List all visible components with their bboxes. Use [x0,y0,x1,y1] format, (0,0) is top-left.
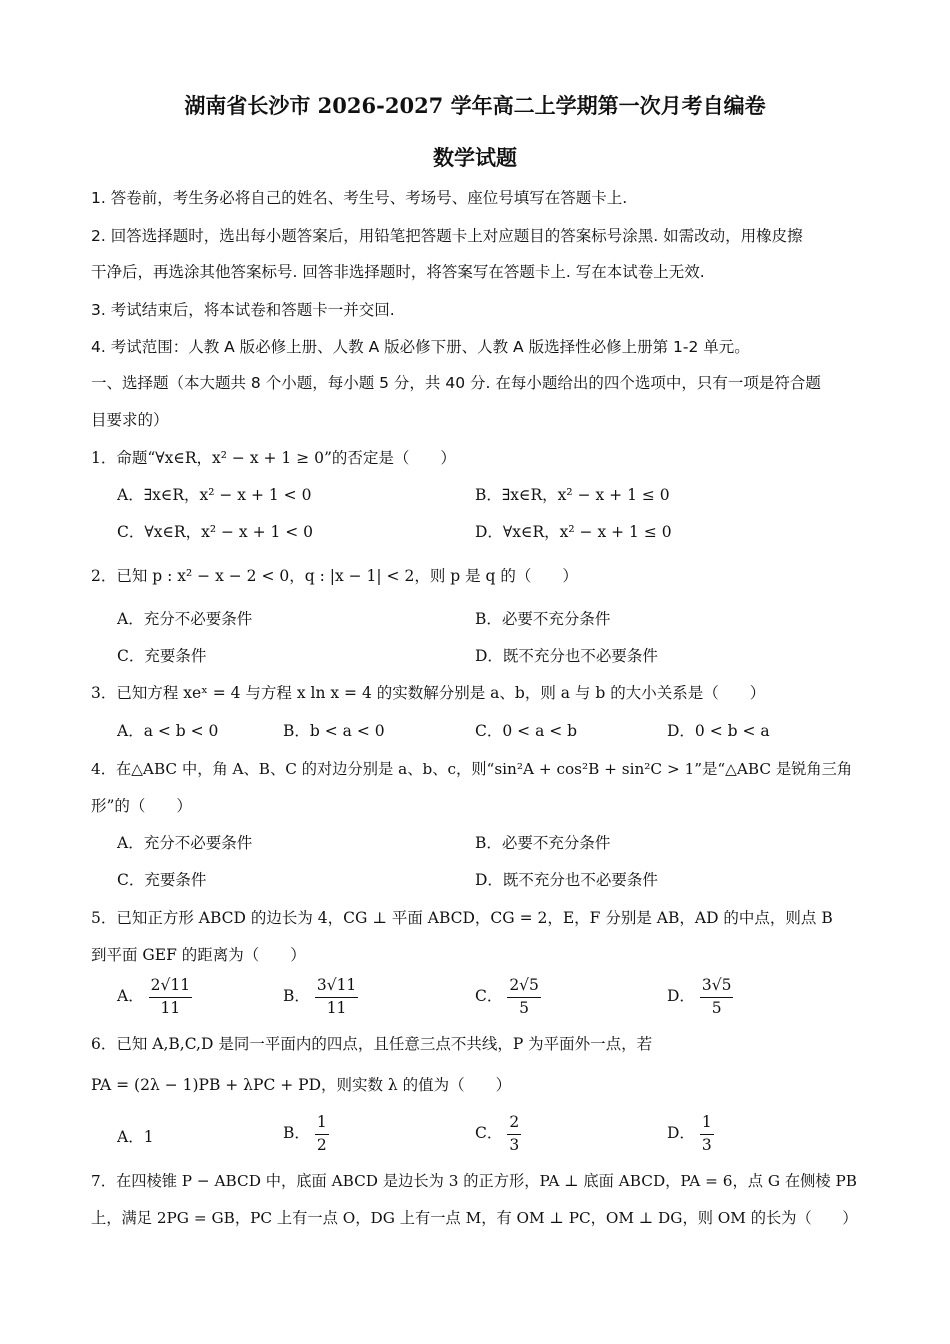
question-3-option-b[interactable]: B．b < a < 0 [283,722,385,740]
fraction-numerator: 2 [507,1115,521,1135]
fraction [507,1115,521,1153]
fraction [700,978,734,1016]
option-label: D． [667,1124,695,1142]
question-1-option-a[interactable]: A．∃x∈R，x² − x + 1 < 0 [117,486,312,504]
question-1-stem: 1．命题“∀x∈R，x² − x + 1 ≥ 0”的否定是（ ） [91,449,456,467]
question-2-option-c[interactable]: C．充要条件 [117,647,207,665]
question-1-option-c[interactable]: C．∀x∈R，x² − x + 1 < 0 [117,523,314,541]
note-3: 3. 考试结束后，将本试卷和答题卡一并交回. [91,301,395,319]
question-3-option-c[interactable]: C．0 < a < b [475,722,578,740]
question-5-option-c[interactable] [475,978,541,1016]
fraction [507,978,541,1016]
fraction-numerator: 3√5 [700,978,734,998]
question-6-option-a[interactable]: A．1 [117,1128,154,1146]
question-5-option-b[interactable] [283,978,358,1016]
question-4-option-d[interactable]: D．既不充分也不必要条件 [475,871,658,889]
question-4-stem-cont: 形”的（ ） [91,797,192,815]
question-6-option-c[interactable] [475,1115,521,1153]
question-3-option-d[interactable]: D．0 < b < a [667,722,770,740]
section-heading-cont: 目要求的） [91,411,169,429]
page-title: 湖南省长沙市 2026-2027 学年高二上学期第一次月考自编卷 [184,93,766,118]
note-2: 2. 回答选择题时，选出每小题答案后，用铅笔把答题卡上对应题目的答案标号涂黑. 如需改动，用橡皮擦 [91,227,803,245]
question-6-stem-cont: PA = (2λ − 1)PB + λPC + PD，则实数 λ 的值为（ ） [91,1076,512,1094]
question-6-option-b[interactable] [283,1115,329,1153]
question-5-stem-cont: 到平面 GEF 的距离为（ ） [91,946,306,964]
question-6-stem: 6．已知 A,B,C,D 是同一平面内的四点，且任意三点不共线，P 为平面外一点，若 [91,1035,653,1053]
fraction-numerator: 2√11 [149,978,192,998]
question-7-stem-cont: 上，满足 2PG = GB，PC 上有一点 O，DG 上有一点 M，有 OM ⊥ PC，OM ⊥ DG，则 OM 的长为（ ） [91,1209,858,1227]
option-label: C． [475,987,503,1005]
question-1-option-d[interactable]: D．∀x∈R，x² − x + 1 ≤ 0 [475,523,672,541]
question-2-option-b[interactable]: B．必要不充分条件 [475,610,611,628]
note-2-cont: 干净后，再选涂其他答案标号. 回答非选择题时，将答案写在答题卡上. 写在本试卷上无效. [91,263,705,281]
fraction-denominator: 3 [509,1135,520,1154]
option-label: C． [475,1124,503,1142]
fraction-denominator: 5 [519,998,530,1017]
option-label: B． [283,1124,310,1142]
question-3-option-a[interactable]: A．a < b < 0 [117,722,219,740]
question-1-option-b[interactable]: B．∃x∈R，x² − x + 1 ≤ 0 [475,486,670,504]
fraction [315,978,358,1016]
question-4-option-a[interactable]: A．充分不必要条件 [117,834,253,852]
fraction-denominator: 11 [160,998,181,1017]
option-label: D． [667,987,695,1005]
question-5-stem: 5．已知正方形 ABCD 的边长为 4，CG ⊥ 平面 ABCD，CG = 2，E，F 分别是 AB，AD 的中点，则点 B [91,909,833,927]
note-4: 4. 考试范围：人教 A 版必修上册、人教 A 版必修下册、人教 A 版选择性必修上册第 1-2 单元。 [91,338,750,356]
fraction-denominator: 2 [316,1135,327,1154]
fraction-numerator: 3√11 [315,978,358,998]
question-5-option-d[interactable] [667,978,733,1016]
fraction [149,978,192,1016]
question-2-stem: 2．已知 p : x² − x − 2 < 0，q : |x − 1| < 2，则 p 是 q 的（ ） [91,567,578,585]
question-5-option-a[interactable] [117,978,192,1016]
option-label: A． [117,987,144,1005]
question-4-option-b[interactable]: B．必要不充分条件 [475,834,611,852]
page-subtitle: 数学试题 [433,145,517,170]
option-label: B． [283,987,310,1005]
section-heading: 一、选择题（本大题共 8 个小题，每小题 5 分，共 40 分. 在每小题给出的四个选项中，只有一项是符合题 [91,374,821,392]
question-6-option-d[interactable] [667,1115,714,1153]
question-3-stem: 3．已知方程 xeˣ = 4 与方程 x ln x = 4 的实数解分别是 a、b，则 a 与 b 的大小关系是（ ） [91,684,766,702]
question-7-stem: 7．在四棱锥 P − ABCD 中，底面 ABCD 是边长为 3 的正方形，PA ⊥ 底面 ABCD，PA = 6，点 G 在侧棱 PB [91,1172,857,1190]
question-4-option-c[interactable]: C．充要条件 [117,871,207,889]
fraction [315,1115,329,1153]
question-2-option-a[interactable]: A．充分不必要条件 [117,610,253,628]
fraction [700,1115,714,1153]
fraction-numerator: 1 [700,1115,714,1135]
note-1: 1. 答卷前，考生务必将自己的姓名、考生号、考场号、座位号填写在答题卡上. [91,189,628,207]
question-4-stem: 4．在△ABC 中，角 A、B、C 的对边分别是 a、b、c，则“sin²A + cos²B + sin²C > 1”是“△ABC 是锐角三角 [91,760,853,778]
fraction-denominator: 3 [701,1135,712,1154]
fraction-denominator: 5 [711,998,722,1017]
fraction-denominator: 11 [326,998,347,1017]
question-2-option-d[interactable]: D．既不充分也不必要条件 [475,647,658,665]
fraction-numerator: 1 [315,1115,329,1135]
fraction-numerator: 2√5 [507,978,541,998]
